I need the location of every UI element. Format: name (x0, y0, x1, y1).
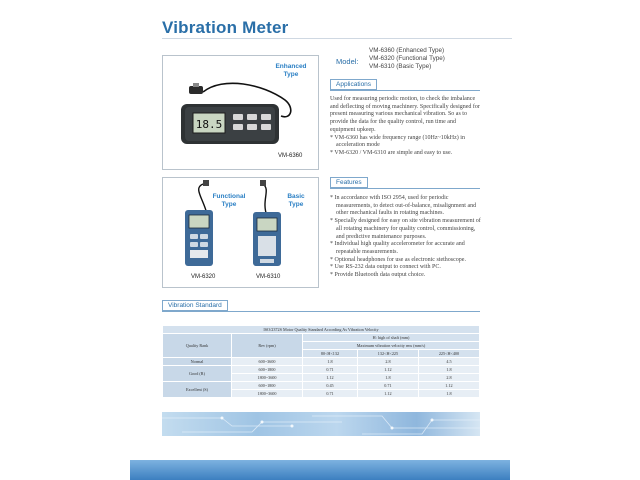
applications-bullet: * VM-6360 has wide frequency range (10Hz~10kHz) in acceleration mode (330, 134, 465, 149)
vibration-standard-heading: Vibration Standard (162, 300, 228, 311)
footer-bar (130, 460, 510, 480)
rev-cell: 600~1800 (232, 382, 303, 390)
enhanced-product-box (162, 55, 319, 170)
value-cell: 0.71 (303, 366, 358, 374)
circuit-pattern (162, 412, 480, 436)
value-cell: 0.71 (357, 382, 418, 390)
vibration-standard-table (162, 325, 480, 398)
features-bullet: * In accordance with ISO 2954, used for periodic measurements, to detect out-of-balance, misalignment and other mechanical faults in rotating machines. (330, 195, 477, 217)
functional-model-code: VM-6320 (191, 274, 216, 280)
page-title: Vibration Meter (162, 18, 289, 37)
features-bullet: * Optional headphones for use as electronic stethoscope. (330, 256, 466, 263)
table-row (163, 366, 480, 374)
col-rev: Rev (rpm) (232, 334, 303, 358)
value-cell: 1.8 (303, 358, 358, 366)
value-cell: 4.5 (418, 358, 479, 366)
applications-bullet: * VM-6320 / VM-6310 are simple and easy to use. (330, 149, 453, 156)
functional-label-line2: Type (221, 201, 237, 208)
circuit-banner-image (162, 412, 480, 436)
features-text (330, 195, 482, 280)
rank-cell: Normal (163, 358, 232, 366)
value-cell: 1.8 (418, 390, 479, 398)
features-bullet: * Specially designed for easy on site vibration measurement of all rotating machinery for quality control, commissioning, and predictive maintenance purposes. (330, 218, 481, 240)
value-cell: 2.8 (418, 374, 479, 382)
value-cell: 1.12 (303, 374, 358, 382)
applications-heading: Applications (330, 79, 377, 90)
title-divider (162, 38, 512, 39)
rev-cell: 600~1800 (232, 366, 303, 374)
vibration-meter-functional-basic-image (163, 178, 318, 287)
value-cell: 1.8 (418, 366, 479, 374)
enhanced-model-code: VM-6360 (278, 153, 303, 159)
model-item: VM-6320 (Functional Type) (369, 55, 445, 62)
enhanced-label-line2: Type (283, 71, 299, 78)
applications-paragraph: Used for measuring periodic motion, to check the imbalance and deflecting of moving machinery. Specifically designed for present measuring various mechanical vibration. So as to provide the data for the quality control, run time and equipment upkeep. (330, 96, 480, 133)
value-cell: 0.71 (303, 390, 358, 398)
col-max-velocity: Maximum vibration velocity rms (mm/s) (303, 342, 480, 350)
range-header: 132<H<225 (357, 350, 418, 358)
functional-label-line1: Functional (212, 193, 246, 200)
rank-cell: Excellent (S) (163, 382, 232, 398)
rev-cell: 600~3600 (232, 358, 303, 366)
model-label: Model: (336, 57, 359, 66)
value-cell: 1.8 (357, 374, 418, 382)
value-cell: 0.45 (303, 382, 358, 390)
model-list (369, 47, 445, 71)
range-header: 225<H<400 (418, 350, 479, 358)
features-bullet: * Use RS-232 data output to connect with PC. (330, 264, 441, 271)
features-rule (330, 188, 480, 189)
rev-cell: 1800~3600 (232, 390, 303, 398)
applications-rule (330, 90, 480, 91)
features-bullet: * Individual high quality accelerometer for accurate and repeatable measurements. (330, 241, 465, 255)
table-title: ISO/2372S Motor Quality Standard According As Vibration Velocity (163, 326, 480, 334)
value-cell: 1.12 (357, 390, 418, 398)
table-row (163, 358, 480, 366)
enhanced-label-line1: Enhanced (275, 63, 307, 70)
col-shaft: H: high of shaft (mm) (303, 334, 480, 342)
applications-text (330, 96, 482, 158)
functional-basic-product-box (162, 177, 319, 288)
rev-cell: 1800~3600 (232, 374, 303, 382)
col-quality-rank: Quality Rank (163, 334, 232, 358)
value-cell: 2.8 (357, 358, 418, 366)
vibration-standard-rule (162, 311, 480, 312)
value-cell: 1.12 (357, 366, 418, 374)
basic-model-code: VM-6310 (256, 274, 281, 280)
table-row (163, 382, 480, 390)
basic-label-line2: Type (288, 201, 304, 208)
features-bullet: * Provide Bluetooth data output choice. (330, 272, 426, 279)
range-header: 80<H<132 (303, 350, 358, 358)
model-item: VM-6310 (Basic Type) (369, 63, 432, 70)
value-cell: 1.12 (418, 382, 479, 390)
rank-cell: Good (R) (163, 366, 232, 382)
model-item: VM-6360 (Enhanced Type) (369, 47, 445, 54)
display-reading: 18.5 (195, 118, 223, 131)
features-heading: Features (330, 177, 368, 188)
basic-label-line1: Basic (287, 193, 305, 200)
